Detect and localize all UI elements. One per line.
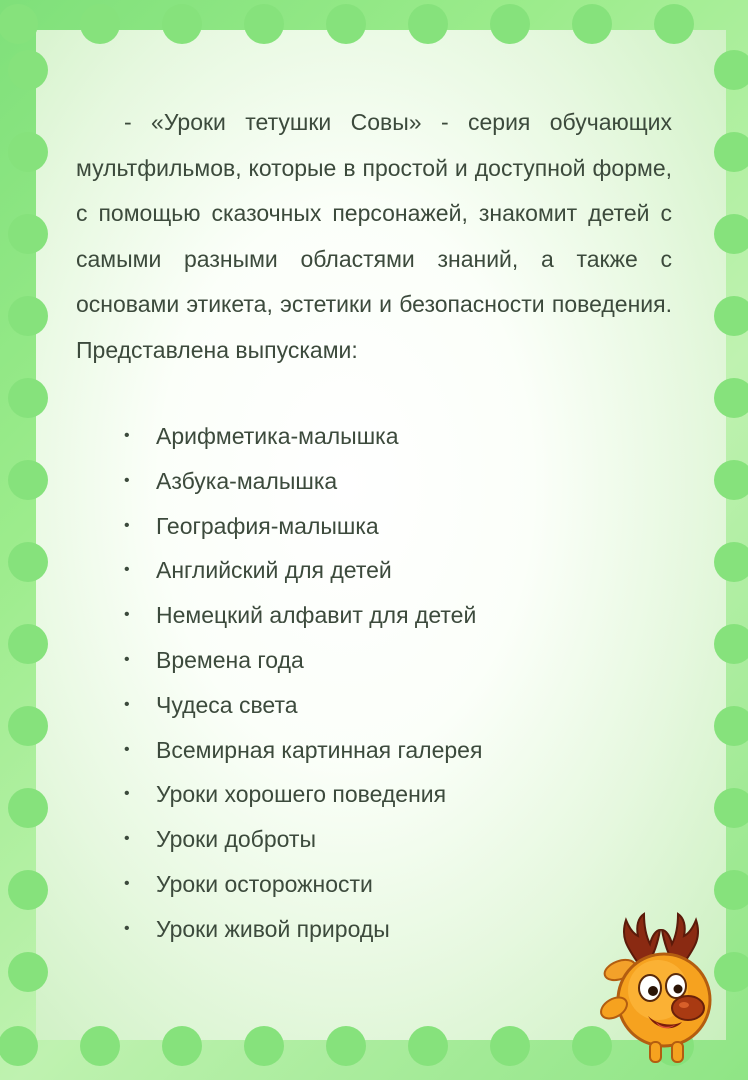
bullet-icon: • bbox=[124, 874, 130, 892]
bullet-icon: • bbox=[124, 561, 130, 579]
scallop-edge bbox=[80, 1026, 120, 1066]
bullet-icon: • bbox=[124, 740, 130, 758]
list-item bbox=[124, 817, 482, 862]
scallop-edge bbox=[714, 296, 748, 336]
scallop-edge bbox=[326, 4, 366, 44]
scallop-edge bbox=[326, 1026, 366, 1066]
list-item bbox=[124, 728, 482, 773]
episode-label: Чудеса света bbox=[156, 691, 298, 718]
list-item bbox=[124, 414, 482, 459]
scallop-edge bbox=[714, 542, 748, 582]
list-item bbox=[124, 683, 482, 728]
scallop-edge bbox=[714, 378, 748, 418]
scallop-edge bbox=[244, 1026, 284, 1066]
scallop-edge bbox=[408, 1026, 448, 1066]
scallop-edge bbox=[714, 132, 748, 172]
scallop-edge bbox=[408, 4, 448, 44]
episode-list bbox=[124, 414, 482, 952]
list-item bbox=[124, 504, 482, 549]
scallop-edge bbox=[714, 214, 748, 254]
episode-label: География-малышка bbox=[156, 512, 379, 539]
scallop-edge bbox=[8, 460, 48, 500]
scallop-edge bbox=[714, 460, 748, 500]
scallop-edge bbox=[8, 378, 48, 418]
scallop-edge bbox=[8, 870, 48, 910]
bullet-icon: • bbox=[124, 606, 130, 624]
bullet-icon: • bbox=[124, 471, 130, 489]
scallop-edge bbox=[8, 132, 48, 172]
episode-label: Уроки живой природы bbox=[156, 915, 390, 942]
scallop-edge bbox=[714, 788, 748, 828]
scallop-edge bbox=[80, 4, 120, 44]
episode-label: Немецкий алфавит для детей bbox=[156, 602, 477, 629]
intro-paragraph: - «Уроки тетушки Совы» - серия обучающих мультфильмов, которые в простой и доступной форме, с помощью сказочных персонажей, знакомит детей с самыми разными областями знаний, а также с основами этикета, эстетики и безопасности поведения. Представлена выпусками: bbox=[76, 109, 672, 363]
scallop-edge bbox=[8, 542, 48, 582]
moose-character-illustration bbox=[598, 908, 728, 1068]
list-item bbox=[124, 638, 482, 683]
list-item bbox=[124, 772, 482, 817]
bullet-icon: • bbox=[124, 695, 130, 713]
bullet-icon: • bbox=[124, 830, 130, 848]
episode-label: Арифметика-малышка bbox=[156, 423, 399, 449]
scallop-edge bbox=[8, 706, 48, 746]
bullet-icon: • bbox=[124, 516, 130, 534]
scallop-edge bbox=[572, 4, 612, 44]
list-item bbox=[124, 548, 482, 593]
scallop-edge bbox=[8, 50, 48, 90]
episode-label: Уроки осторожности bbox=[156, 870, 373, 897]
bullet-icon: • bbox=[124, 650, 130, 668]
episode-label: Английский для детей bbox=[156, 557, 392, 584]
scallop-edge bbox=[162, 1026, 202, 1066]
list-item bbox=[124, 862, 482, 907]
bullet-icon: • bbox=[124, 427, 130, 444]
episode-label: Времена года bbox=[156, 646, 304, 673]
episode-label: Уроки хорошего поведения bbox=[156, 781, 447, 808]
episode-label: Азбука-малышка bbox=[156, 467, 338, 494]
scallop-edge bbox=[8, 788, 48, 828]
scallop-edge bbox=[490, 1026, 530, 1066]
scallop-edge bbox=[714, 870, 748, 910]
scallop-edge bbox=[714, 706, 748, 746]
bullet-icon: • bbox=[124, 919, 130, 937]
episode-label: Уроки доброты bbox=[156, 826, 316, 853]
scallop-edge bbox=[490, 4, 530, 44]
scallop-edge bbox=[244, 4, 284, 44]
scallop-edge bbox=[0, 1026, 38, 1066]
scallop-edge bbox=[8, 214, 48, 254]
list-item bbox=[124, 593, 482, 638]
scallop-edge bbox=[8, 624, 48, 664]
list-item bbox=[124, 459, 482, 504]
episode-label: Всемирная картинная галерея bbox=[156, 736, 483, 763]
scallop-edge bbox=[8, 296, 48, 336]
scallop-edge bbox=[162, 4, 202, 44]
list-item bbox=[124, 907, 482, 952]
scallop-edge bbox=[8, 952, 48, 992]
scallop-edge bbox=[714, 50, 748, 90]
bullet-icon: • bbox=[124, 785, 130, 803]
scallop-edge bbox=[0, 4, 38, 44]
scallop-edge bbox=[654, 4, 694, 44]
scallop-edge bbox=[714, 624, 748, 664]
